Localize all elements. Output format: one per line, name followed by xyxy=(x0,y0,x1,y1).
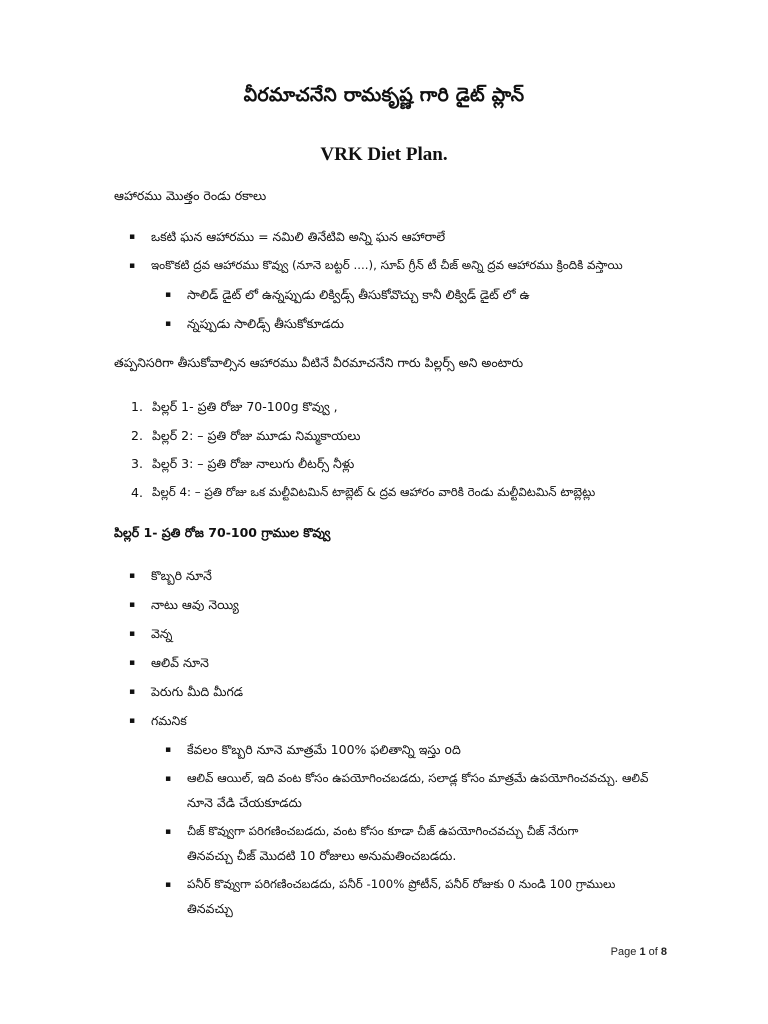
bullet-icon: ▪ xyxy=(129,658,136,668)
list-number: 3. xyxy=(131,456,143,471)
bullet-icon: ▪ xyxy=(165,827,172,837)
pillar-item: పిల్లర్ 1- ప్రతి రోజు 70-100g కొవ్వు , xyxy=(152,399,338,414)
note-item-continuation: నూనె వేడి చేయకూడదు xyxy=(187,795,302,810)
note-item: చీజ్ కొవ్వుగా పరిగణించబడదు, వంట కోసం కూడా చీజ్ ఉపయోగించవచ్చు చీజ్ నేరుగా xyxy=(187,824,579,838)
list-item: పెరుగు మీది మీగడ xyxy=(151,684,243,699)
list-item: కొబ్బరి నూనే xyxy=(151,568,212,583)
bullet-icon: ▪ xyxy=(129,261,136,271)
page-label: Page xyxy=(610,946,637,958)
bullet-icon: ▪ xyxy=(165,774,172,784)
pillar-item: పిల్లర్ 2: – ప్రతి రోజు మూడు నిమ్మకాయలు xyxy=(152,428,361,443)
list-item: నాటు ఆవు నెయ్యి xyxy=(151,597,239,612)
pillars-intro: తప్పనిసరిగా తీసుకోవాల్సిన ఆహారము వీటినే వీరమాచనేని గారు పిల్లర్స్ అని అంటారు xyxy=(114,355,524,370)
list-item: వెన్న xyxy=(151,626,173,641)
bullet-icon: ▪ xyxy=(129,571,136,581)
page-current: 1 xyxy=(639,946,646,958)
note-item: కేవలం కొబ్బరి నూనె మాత్రమే 100% ఫలితాన్ని ఇస్తు oది xyxy=(187,742,461,757)
pillar-item: పిల్లర్ 4: – ప్రతి రోజు ఒక మల్టీవిటమిన్ టాబ్లెట్ & ద్రవ ఆహారం వారికి రెండు మల్టీవిటమిన్ టాబ్లెట్లు xyxy=(152,485,596,499)
list-item: సాలిడ్ డైట్ లో ఉన్నప్పుడు లిక్విడ్స్ తీసుకోవొచ్చు కానీ లిక్విడ్ డైట్ లో ఉ xyxy=(187,287,530,302)
list-number: 4. xyxy=(131,485,143,500)
intro-heading: ఆహారము మొత్తం రెండు రకాలు xyxy=(114,188,267,203)
pillar-item: పిల్లర్ 3: – ప్రతి రోజు నాలుగు లీటర్స్ నీళ్లు xyxy=(152,456,355,471)
bullet-icon: ▪ xyxy=(165,880,172,890)
list-item: న్నప్పుడు సాలిడ్స్ తీసుకోకూడదు xyxy=(187,316,344,331)
page-title-english: VRK Diet Plan. xyxy=(320,144,448,165)
list-item: ఇంకొకటి ద్రవ ఆహారము కొవ్వు (నూనె బట్టర్ ....), సూప్ గ్రీన్ టీ చీజ్ అన్ని ద్రవ ఆహారము క్రిందికి వస్తాయి xyxy=(151,258,623,272)
bullet-icon: ▪ xyxy=(129,716,136,726)
page-title-telugu: వీరమాచనేని రామకృష్ణ గారి డైట్ ప్లాన్ xyxy=(243,84,525,106)
list-number: 1. xyxy=(131,399,143,414)
section-heading: పిల్లర్ 1- ప్రతి రోజ 70-100 గ్రాముల కొవ్వు xyxy=(114,525,331,540)
page-of: of xyxy=(648,946,658,958)
bullet-icon: ▪ xyxy=(165,290,172,300)
note-item: ఆలివ్ ఆయిల్, ఇది వంట కోసం ఉపయోగించబడదు, సలాడ్ల కోసం మాత్రమే ఉపయోగించవచ్చు. ఆలివ్ xyxy=(187,771,649,785)
bullet-icon: ▪ xyxy=(165,745,172,755)
page-number xyxy=(611,946,667,958)
list-item: ఆలివ్ నూనె xyxy=(151,655,209,670)
bullet-icon: ▪ xyxy=(129,232,136,242)
bullet-icon: ▪ xyxy=(129,629,136,639)
note-item: పనీర్ కొవ్వుగా పరిగణించబడదు, పనీర్ -100% ప్రోటీన్, పనీర్ రోజుకు 0 నుండి 100 గ్రాములు xyxy=(187,877,616,891)
note-item-continuation: తినవచ్చు చీజ్ మొదటి 10 రోజులు అనుమతించబడదు. xyxy=(187,848,457,863)
bullet-icon: ▪ xyxy=(129,600,136,610)
note-item-continuation: తినవచ్చు xyxy=(187,901,233,916)
bullet-icon: ▪ xyxy=(129,687,136,697)
list-item: గమనిక xyxy=(151,713,187,728)
list-item: ఒకటి ఘన ఆహారము = నమిలి తినేటివి అన్ని ఘన ఆహారాలే xyxy=(151,229,446,244)
page-total: 8 xyxy=(660,946,667,958)
list-number: 2. xyxy=(131,428,143,443)
bullet-icon: ▪ xyxy=(165,319,172,329)
